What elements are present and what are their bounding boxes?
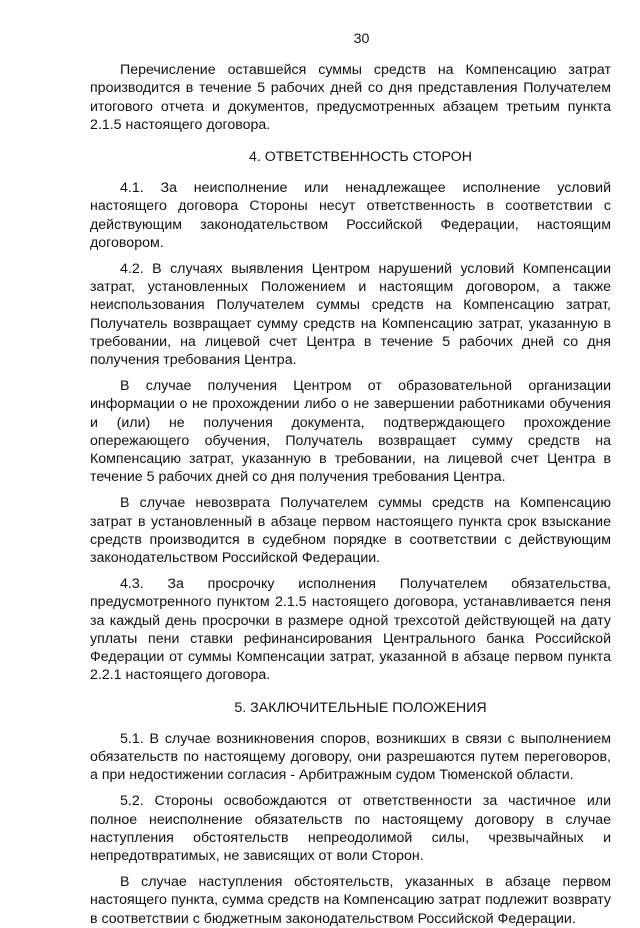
paragraph-payment-remainder: Перечисление оставшейся суммы средств на Компенсацию затрат производится в течение 5 рабочих дней со дня представления Получателем итогового отчета и документов, предусмотренных абзацем третьим пункта 2.1.5 настоящего договора. <box>90 62 611 133</box>
section-heading-responsibility: 4. ОТВЕТСТВЕННОСТЬ СТОРОН <box>249 149 472 166</box>
page-number: 30 <box>353 31 370 47</box>
paragraph-4-1: 4.1. За неисполнение или ненадлежащее исполнение условий настоящего договора Стороны несут ответственность в соответствии с действующим законодательством Российской Федерации, настоящим договором. <box>90 180 611 251</box>
paragraph-4-2-nonreturn: В случае невозврата Получателем суммы средств на Компенсацию затрат в установленный в абзаце первом настоящего пункта срок взыскание средств производится в судебном порядке в соответствии с действующим законодательством Российской Федерации. <box>90 495 611 567</box>
paragraph-4-2-info: В случае получения Центром от образовательной организации информации о не прохождении либо о не завершении работниками обучения и (или) не получения документа, подтверждающего прохождение опережающего обучения, Получатель возвращает сумму средств на Компенсацию затрат, указанную в требовании, на лицевой счет Центра в течение 5 рабочих дней со дня получения требования Центра. <box>90 378 611 486</box>
paragraph-4-3: 4.3. За просрочку исполнения Получателем обязательства, предусмотренного пунктом 2.1.5 настоящего договора, устанавливается пеня за каждый день просрочки в размере одной трехсотой действующей на дату уплаты пени ставки рефинансирования Центрального банка Российской Федерации от суммы Компенсации затрат, указанной в абзаце первом пункта 2.2.1 настоящего договора. <box>90 576 611 684</box>
paragraph-5-2: 5.2. Стороны освобождаются от ответственности за частичное или полное неисполнение обязательств по настоящему договору в случае наступления обстоятельств непреодолимой силы, чрезвычайных и непредотвратимых, не зависящих от воли Сторон. <box>90 793 611 864</box>
paragraph-4-2: 4.2. В случаях выявления Центром нарушений условий Компенсации затрат, установленных Положением и настоящим договором, а также неиспользования Получателем суммы средств на Компенсацию затрат, Получатель возвращает сумму средств на Компенсацию затрат, указанную в требовании, на лицевой счет Центра в течение 5 рабочих дней со дня получения требования Центра. <box>90 261 611 369</box>
paragraph-5-1: 5.1. В случае возникновения споров, возникших в связи с выполнением обязательств по настоящему договору, они разрешаются путем переговоров, а при недостижении согласия - Арбитражным судом Тюменской области. <box>90 730 611 784</box>
section-heading-final-provisions: 5. ЗАКЛЮЧИТЕЛЬНЫЕ ПОЛОЖЕНИЯ <box>234 699 487 716</box>
paragraph-5-2-return: В случае наступления обстоятельств, указанных в абзаце первом настоящего пункта, сумма средств на Компенсацию затрат подлежит возврату в соответствии с бюджетным законодательством Российской Федерации. <box>90 874 611 927</box>
